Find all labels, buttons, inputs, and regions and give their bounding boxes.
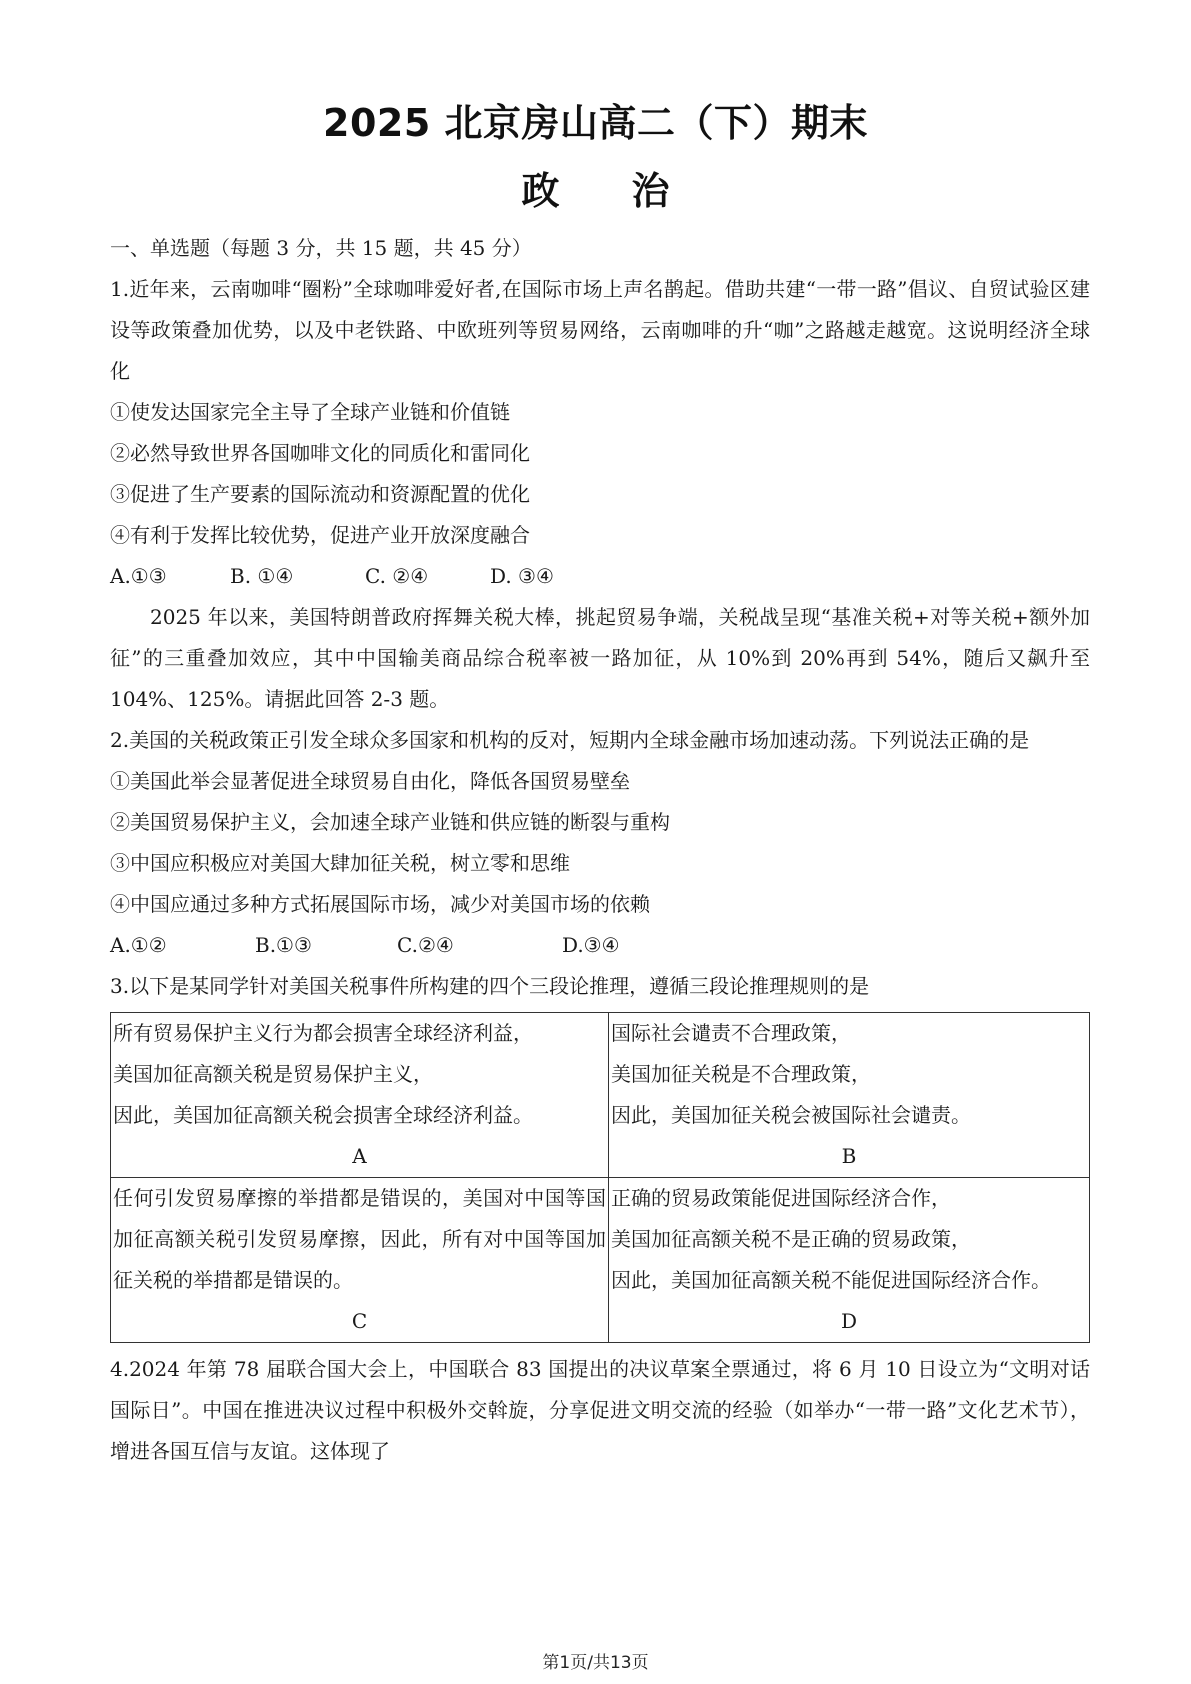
option-a: A.①③: [110, 564, 167, 588]
question-2: [110, 720, 1090, 966]
syllogism-table: [110, 1012, 1090, 1343]
premise-minor: 美国加征关税是不合理政策，: [611, 1062, 871, 1086]
syllogism-cell-d: [609, 1178, 1090, 1343]
option-c: C. ②④: [365, 564, 429, 588]
syllogism-text: 任何引发贸易摩擦的举措都是错误的，美国对中国等国加征高额关税引发贸易摩擦，因此，所有对中国等国加征关税的举措都是错误的。: [113, 1186, 606, 1292]
page-number: 第1页/共13页: [542, 1653, 649, 1673]
material-passage: 2025 年以来，美国特朗普政府挥舞关税大棒，挑起贸易争端，关税战呈现“基准关税+对等关税+额外加征”的三重叠加效应，其中中国输美商品综合税率被一路加征，从 10%到 20%再到 54%，随后又飙升至 104%、125%。请据此回答 2-3 题。: [110, 605, 1090, 711]
premise-major: 正确的贸易政策能促进国际经济合作，: [611, 1186, 951, 1210]
conclusion: 因此，美国加征高额关税会损害全球经济利益。: [113, 1103, 533, 1127]
cell-label: B: [841, 1144, 857, 1168]
premise-major: 国际社会谴责不合理政策，: [611, 1021, 851, 1045]
question-1-item-1: ①使发达国家完全主导了全球产业链和价值链: [110, 400, 510, 424]
question-2-item-2: ②美国贸易保护主义，会加速全球产业链和供应链的断裂与重构: [110, 810, 670, 834]
syllogism-cell-c: [111, 1178, 609, 1343]
cell-label: D: [840, 1309, 858, 1333]
premise-minor: 美国加征高额关税是贸易保护主义，: [113, 1062, 433, 1086]
question-2-options: [110, 925, 1090, 966]
question-1-options: [110, 556, 1090, 597]
option-c: C.②④: [397, 933, 454, 957]
cell-label: C: [351, 1309, 368, 1333]
subject-title: 政治: [521, 169, 742, 213]
option-a: A.①②: [110, 933, 167, 957]
question-1: [110, 269, 1090, 597]
conclusion: 因此，美国加征高额关税不能促进国际经济合作。: [611, 1268, 1051, 1292]
question-2-item-1: ①美国此举会显著促进全球贸易自由化，降低各国贸易壁垒: [110, 769, 630, 793]
option-d: D. ③④: [490, 564, 554, 588]
question-1-stem: 1.近年来，云南咖啡“圈粉”全球咖啡爱好者,在国际市场上声名鹊起。借助共建“一带一路”倡议、自贸试验区建设等政策叠加优势，以及中老铁路、中欧班列等贸易网络，云南咖啡的升“咖”之路越走越宽。这说明经济全球化: [110, 277, 1090, 383]
cell-label: A: [352, 1144, 367, 1168]
option-b: B.①③: [255, 933, 312, 957]
option-d: D.③④: [562, 933, 620, 957]
question-1-item-3: ③促进了生产要素的国际流动和资源配置的优化: [110, 482, 530, 506]
question-2-item-3: ③中国应积极应对美国大肆加征关税，树立零和思维: [110, 851, 570, 875]
question-2-stem: 2.美国的关税政策正引发全球众多国家和机构的反对，短期内全球金融市场加速动荡。下列说法正确的是: [110, 728, 1030, 752]
conclusion: 因此，美国加征关税会被国际社会谴责。: [611, 1103, 971, 1127]
question-1-item-2: ②必然导致世界各国咖啡文化的同质化和雷同化: [110, 441, 530, 465]
exam-body: [110, 228, 1090, 1472]
option-b: B. ①④: [230, 564, 294, 588]
question-1-item-4: ④有利于发挥比较优势，促进产业开放深度融合: [110, 523, 530, 547]
syllogism-cell-a: [111, 1013, 609, 1178]
section-heading: 一、单选题（每题 3 分，共 15 题，共 45 分）: [110, 236, 532, 260]
question-3: [110, 966, 1090, 1343]
question-4-stem: 4.2024 年第 78 届联合国大会上，中国联合 83 国提出的决议草案全票通过，将 6 月 10 日设立为“文明对话国际日”。中国在推进决议过程中积极外交斡旋，分享促进文明交流的经验（如举办“一带一路”文化艺术节），增进各国互信与友谊。这体现了: [110, 1357, 1090, 1463]
premise-minor: 美国加征高额关税不是正确的贸易政策，: [611, 1227, 971, 1251]
question-2-item-4: ④中国应通过多种方式拓展国际市场，减少对美国市场的依赖: [110, 892, 650, 916]
exam-title: 2025 北京房山高二（下）期末: [323, 101, 868, 145]
syllogism-cell-b: [609, 1013, 1090, 1178]
question-4: [110, 1349, 1090, 1472]
premise-major: 所有贸易保护主义行为都会损害全球经济利益，: [113, 1021, 533, 1045]
question-3-stem: 3.以下是某同学针对美国关税事件所构建的四个三段论推理，遵循三段论推理规则的是: [110, 974, 870, 998]
